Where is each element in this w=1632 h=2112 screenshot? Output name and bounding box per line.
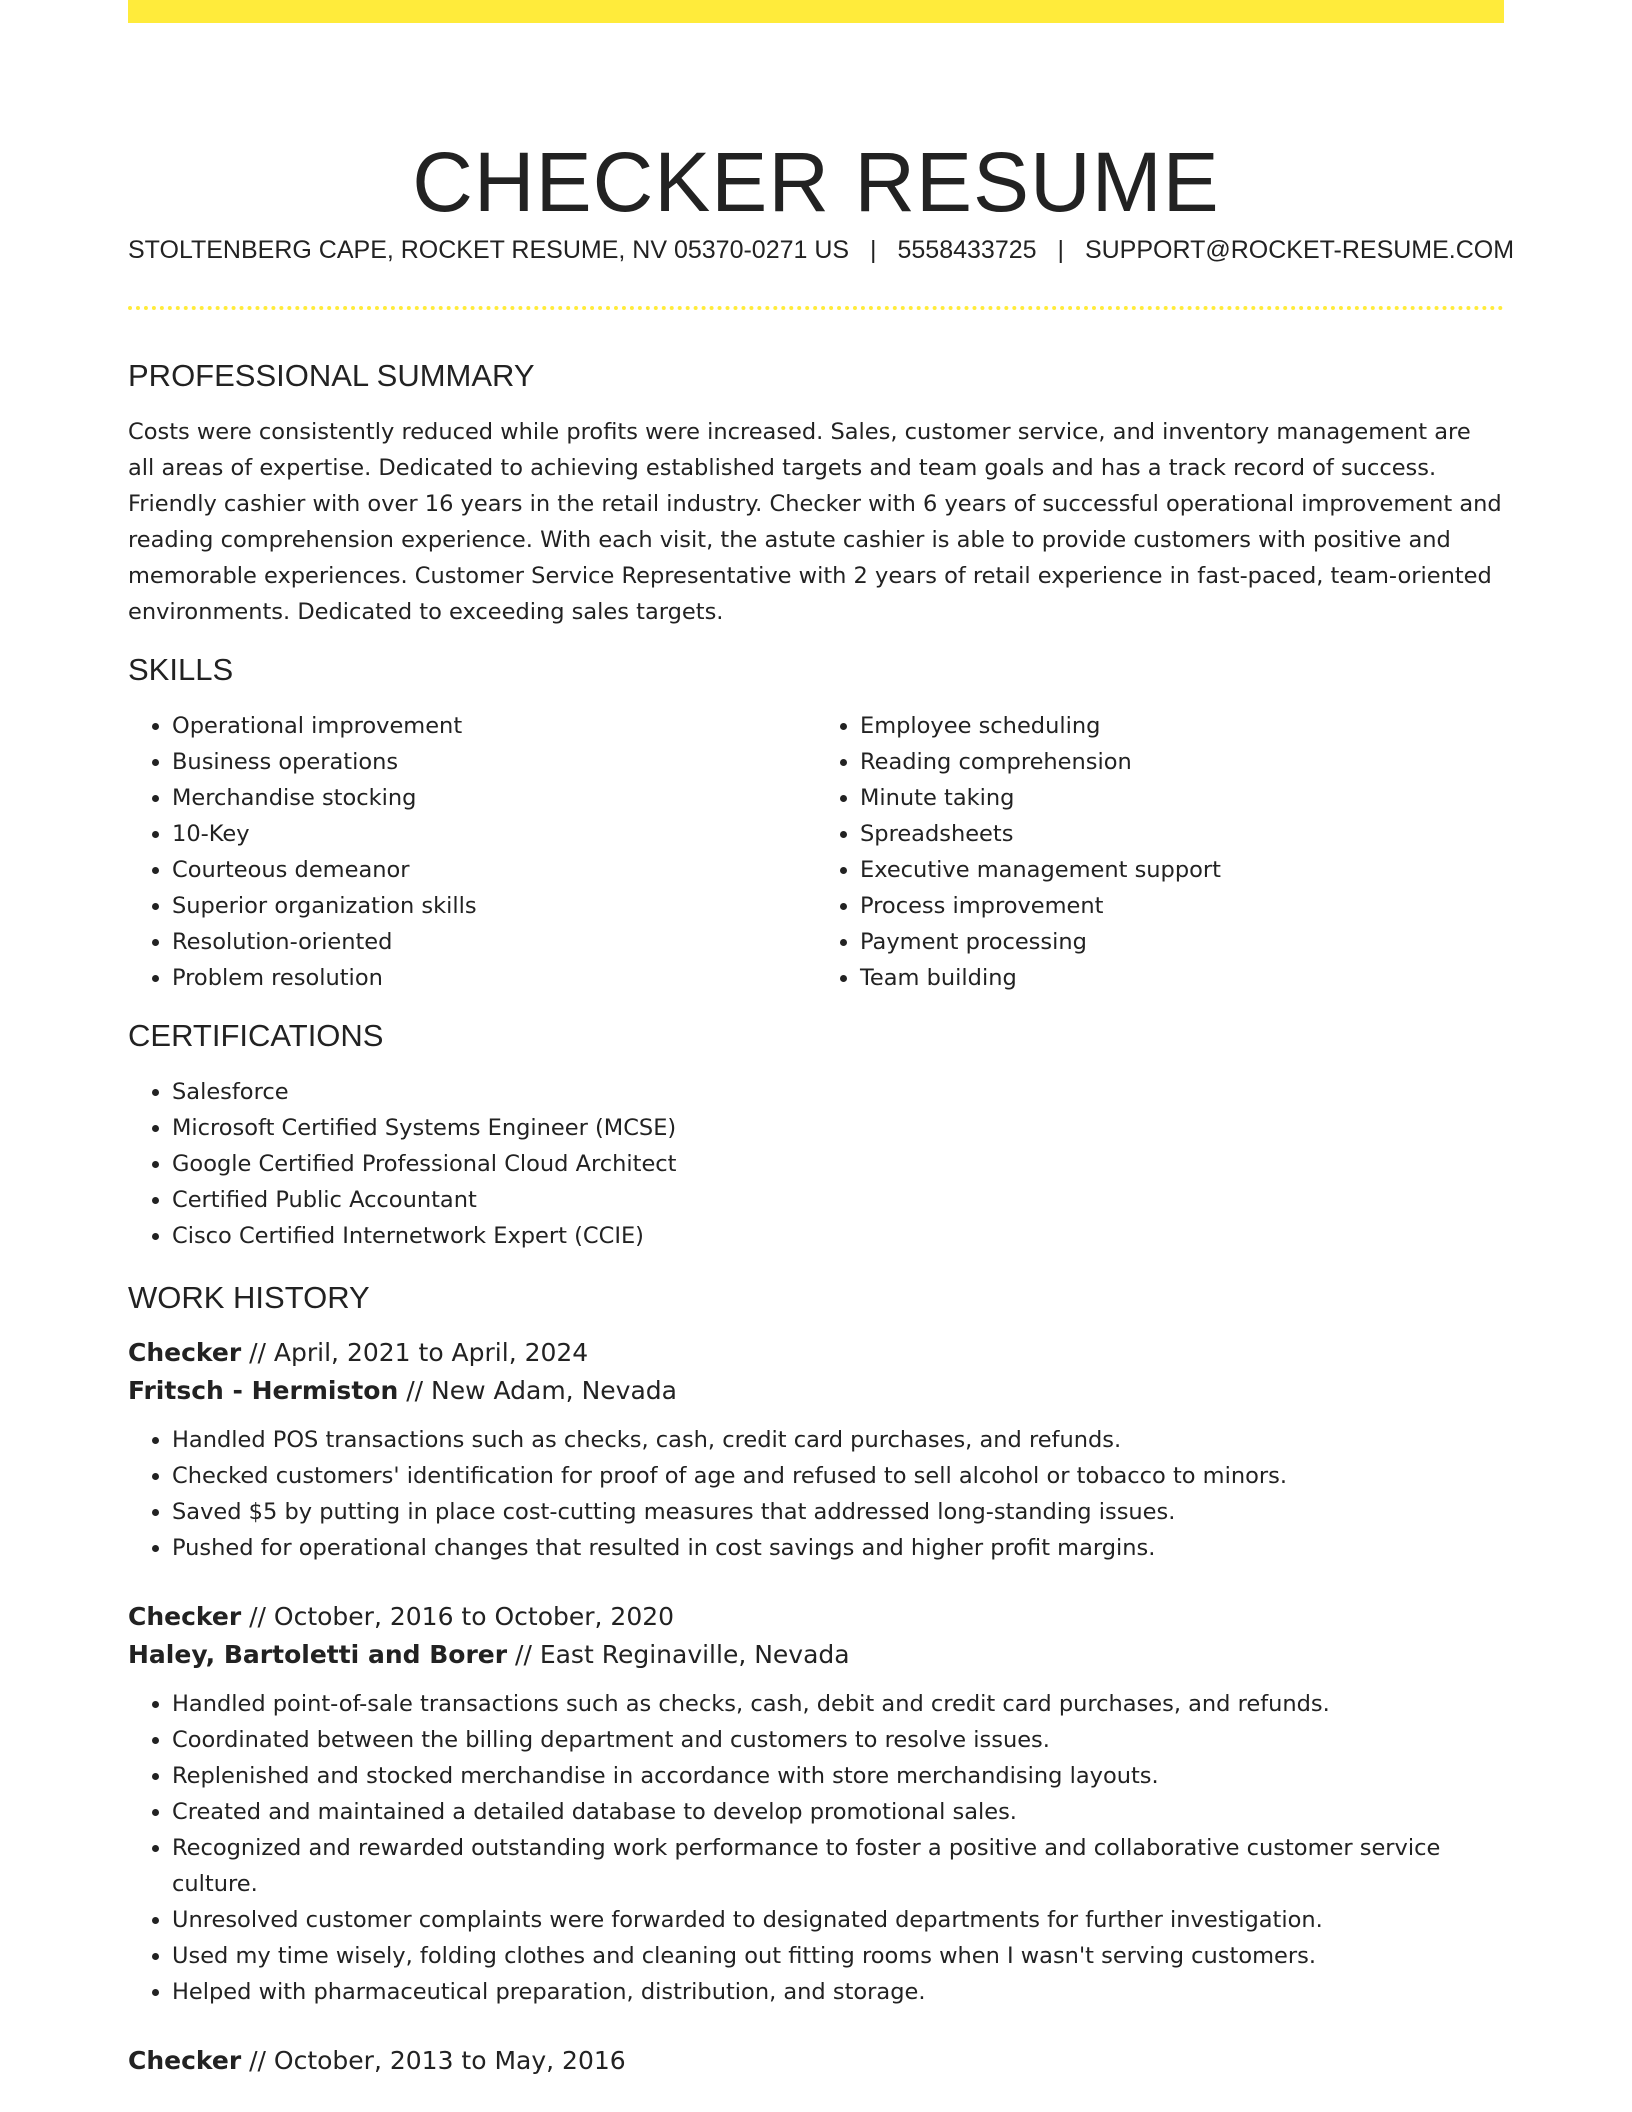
skills-left-list xyxy=(128,708,816,996)
contact-line xyxy=(128,236,1515,265)
job-company: Fritsch - Hermiston xyxy=(128,1376,399,1405)
skill-item: • Business operations xyxy=(172,744,816,780)
job-duty: • Handled POS transactions such as checks, cash, credit card purchases, and refunds. xyxy=(172,1422,1504,1458)
contact-separator: | xyxy=(870,236,877,264)
job-duties-list xyxy=(128,1422,1504,1566)
job-dates: // April, 2021 to April, 2024 xyxy=(241,1338,589,1367)
skill-item: • 10-Key xyxy=(172,816,816,852)
job-role: Checker xyxy=(128,1602,242,1631)
certification-item: • Certified Public Accountant xyxy=(172,1182,1504,1218)
skills-heading: SKILLS xyxy=(128,652,234,687)
summary-text: Costs were consistently reduced while profits were increased. Sales, customer service, and inventory management are all areas of expertise. Dedicated to achieving established targets and team goals and has a track record of success. Friendly cashier with over 16 years in the retail industry. Checker with 6 years of successful operational improvement and reading comprehension experience. With each visit, the astute cashier is able to provide customers with positive and memorable experiences. Customer Service Representative with 2 years of retail experience in fast-paced, team-oriented environments. Dedicated to exceeding sales targets. xyxy=(128,419,1502,625)
job-role-line xyxy=(128,1334,1504,1372)
skill-item: • Employee scheduling xyxy=(860,708,1504,744)
job-entry xyxy=(128,1334,1504,1566)
job-entry xyxy=(128,2042,1504,2080)
skill-item: • Superior organization skills xyxy=(172,888,816,924)
skills-right-list xyxy=(816,708,1504,996)
skill-item: • Courteous demeanor xyxy=(172,852,816,888)
certifications-heading: CERTIFICATIONS xyxy=(128,1018,384,1053)
job-duties-list xyxy=(128,1686,1504,2010)
job-duty: • Coordinated between the billing department and customers to resolve issues. xyxy=(172,1722,1504,1758)
job-duty: • Helped with pharmaceutical preparation, distribution, and storage. xyxy=(172,1974,1504,2010)
job-company-line xyxy=(128,1636,1504,1674)
work-history-heading: WORK HISTORY xyxy=(128,1280,370,1315)
job-role: Checker xyxy=(128,1338,242,1367)
job-duty: • Handled point-of-sale transactions such as checks, cash, debit and credit card purchases, and refunds. xyxy=(172,1686,1504,1722)
job-duty: • Recognized and rewarded outstanding work performance to foster a positive and collaborative customer service culture. xyxy=(172,1830,1504,1902)
skill-item: • Resolution-oriented xyxy=(172,924,816,960)
job-duty: • Used my time wisely, folding clothes and cleaning out fitting rooms when I wasn't serving customers. xyxy=(172,1938,1504,1974)
job-duty: • Created and maintained a detailed database to develop promotional sales. xyxy=(172,1794,1504,1830)
job-location: // New Adam, Nevada xyxy=(398,1376,677,1405)
skill-item: • Problem resolution xyxy=(172,960,816,996)
skill-item: • Spreadsheets xyxy=(860,816,1504,852)
contact-email: SUPPORT@ROCKET-RESUME.COM xyxy=(1084,236,1515,264)
job-role-line xyxy=(128,2042,1504,2080)
skill-item: • Operational improvement xyxy=(172,708,816,744)
job-duty: • Checked customers' identification for proof of age and refused to sell alcohol or tobacco to minors. xyxy=(172,1458,1504,1494)
job-company: Haley, Bartoletti and Borer xyxy=(128,1640,508,1669)
top-accent-bar xyxy=(128,0,1504,23)
job-duty: • Pushed for operational changes that resulted in cost savings and higher profit margins. xyxy=(172,1530,1504,1566)
job-dates: // October, 2013 to May, 2016 xyxy=(241,2046,626,2075)
skill-item: • Payment processing xyxy=(860,924,1504,960)
job-duty: • Replenished and stocked merchandise in accordance with store merchandising layouts. xyxy=(172,1758,1504,1794)
job-role-line xyxy=(128,1598,1504,1636)
job-dates: // October, 2016 to October, 2020 xyxy=(241,1602,675,1631)
resume-title: CHECKER RESUME xyxy=(412,135,1220,230)
summary-heading: PROFESSIONAL SUMMARY xyxy=(128,358,535,393)
skill-item: • Minute taking xyxy=(860,780,1504,816)
job-role: Checker xyxy=(128,2046,242,2075)
skill-item: • Reading comprehension xyxy=(860,744,1504,780)
certification-item: • Microsoft Certified Systems Engineer (MCSE) xyxy=(172,1110,1504,1146)
skill-item: • Executive management support xyxy=(860,852,1504,888)
contact-separator: | xyxy=(1057,236,1064,264)
skill-item: • Team building xyxy=(860,960,1504,996)
job-entry xyxy=(128,1598,1504,2010)
skill-item: • Process improvement xyxy=(860,888,1504,924)
certification-item: • Google Certified Professional Cloud Architect xyxy=(172,1146,1504,1182)
job-location: // East Reginaville, Nevada xyxy=(507,1640,850,1669)
job-company-line xyxy=(128,1372,1504,1410)
job-duty: • Unresolved customer complaints were forwarded to designated departments for further investigation. xyxy=(172,1902,1504,1938)
contact-address: STOLTENBERG CAPE, ROCKET RESUME, NV 05370-0271 US xyxy=(128,236,850,264)
skill-item: • Merchandise stocking xyxy=(172,780,816,816)
skills-columns xyxy=(128,708,1504,996)
header-divider xyxy=(128,306,1504,310)
contact-phone: 5558433725 xyxy=(897,236,1037,264)
certification-item: • Salesforce xyxy=(172,1074,1504,1110)
certification-item: • Cisco Certified Internetwork Expert (CCIE) xyxy=(172,1218,1504,1254)
job-duty: • Saved $5 by putting in place cost-cutting measures that addressed long-standing issues. xyxy=(172,1494,1504,1530)
resume-content xyxy=(128,350,1504,2080)
certifications-list xyxy=(128,1074,1504,1254)
